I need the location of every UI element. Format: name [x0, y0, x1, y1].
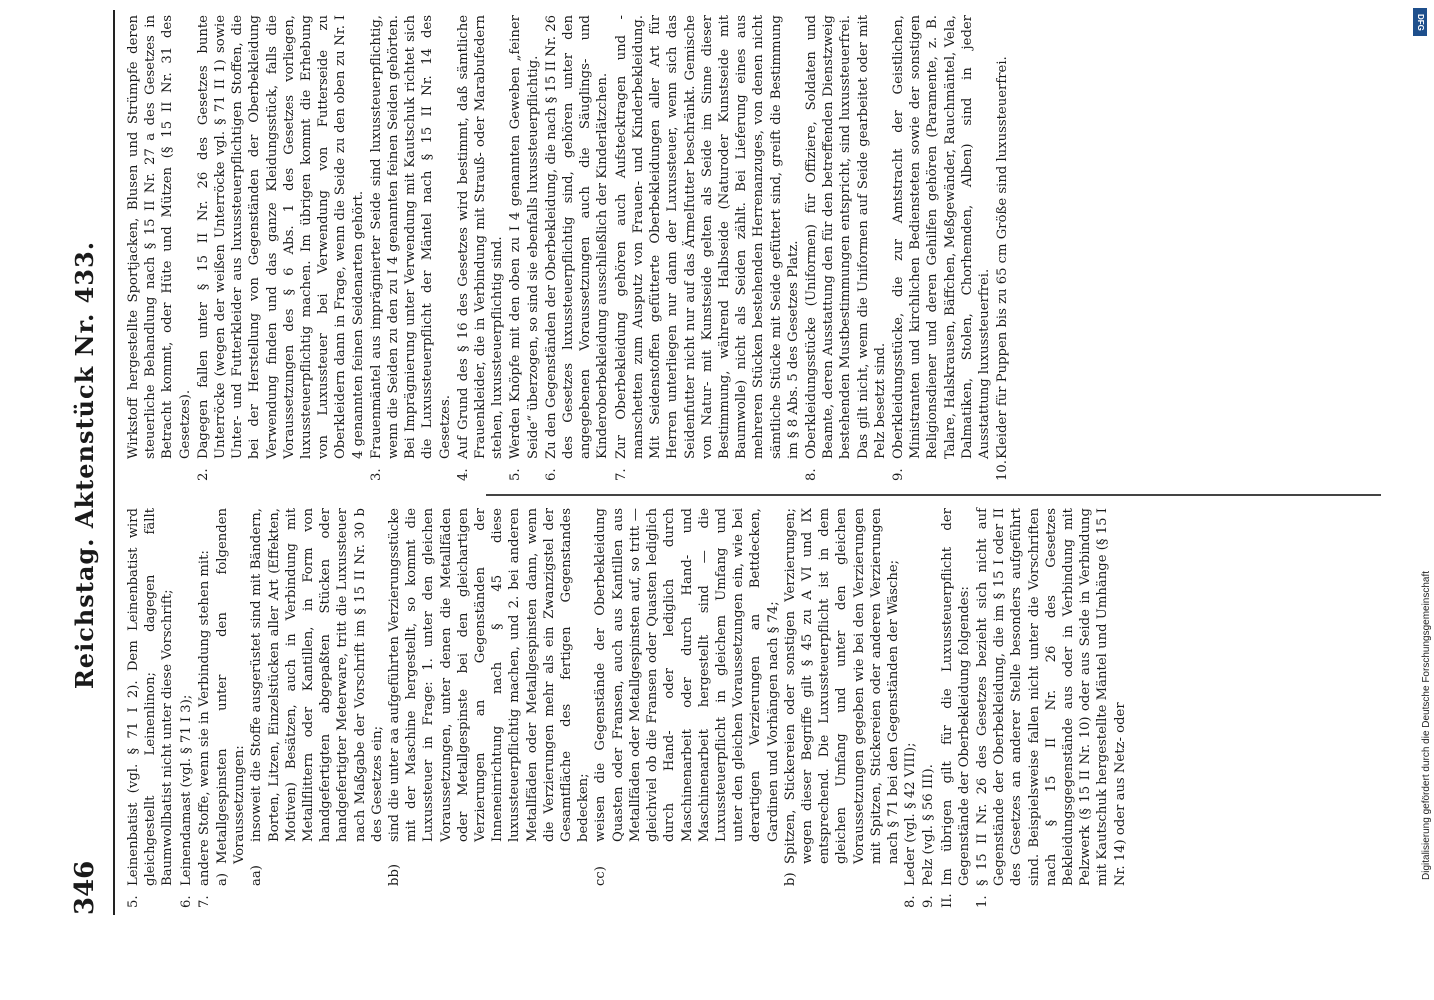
paragraph-text: Leinenbatist (vgl. § 71 I 2). Dem Leinenbatist wird gleichgestellt Leinenlinon; dagegen fällt Baumwollbatist nicht unter diese Vorschrift;: [126, 508, 176, 886]
paragraph: [803, 15, 889, 481]
paragraph: [920, 508, 937, 908]
paragraph: [613, 15, 802, 481]
page-number: 346: [70, 860, 100, 915]
paragraph: [543, 15, 612, 481]
paragraph-number: 2.: [195, 468, 211, 481]
paragraph-number: 6.: [178, 895, 194, 908]
paragraph: [386, 508, 592, 908]
paragraph-text: Spitzen, Stickereien oder sonstigen Verzierungen; wegen dieser Begriffe gilt § 45 zu A VI und IX entsprechend. Die Luxussteuerpflicht ist in dem gleichen Umfang und unter den gleichen Voraussetzungen gegeben wie bei den Verzierungen mit Spitzen, Stickereien oder anderen Verzierungen nach § 71 bei den Gegenständen der Wäsche;: [782, 508, 901, 864]
paragraph-number: 9.: [890, 468, 906, 481]
paragraph-text: Leinendamast (vgl. § 71 I 3);: [178, 694, 194, 886]
paragraph-text: Metallgespinsten unter den folgenden Voraussetzungen:: [215, 508, 248, 864]
paragraph-number: a): [215, 872, 231, 886]
right-column: [125, 15, 1012, 481]
column-divider: [486, 494, 1381, 496]
paragraph-text: § 15 II Nr. 26 des Gesetzes bezieht sich nicht auf Gegenstände der Oberbekleidung, die im § 15 I oder II des Gesetzes an anderer Stelle besonders aufgeführt sind. Beispielsweise fallen nicht unter die Vorschriften nach § 15 II Nr. 26 des Gesetzes Bekleidungsgegenstände aus oder in Verbindung mit Pelzwerk (§ 15 II Nr. 10) oder aus Seide in Verbindung mit Kautschuk hergestellte Mäntel und Umhänge (§ 15 I Nr. 14) oder aus Netz- oder: [974, 508, 1128, 886]
paragraph: [455, 15, 507, 481]
paragraph: [214, 508, 248, 908]
paragraph-text: Im übrigen gilt für die Luxussteuerpflicht der Gegenstände der Oberbekleidung folgendes:: [939, 508, 972, 886]
paragraph-text: Kleider für Puppen bis zu 65 cm Größe sind luxussteuerfrei.: [995, 56, 1011, 459]
paragraph: [890, 15, 993, 481]
credit-text: Digitalisierung gefördert durch die Deutsche Forschungsgemeinschaft: [1421, 570, 1432, 880]
paragraph-number: bb): [387, 863, 403, 886]
paragraph-number: 1.: [974, 895, 990, 908]
paragraph-text: andere Stoffe, wenn sie in Verbindung stehen mit:: [196, 550, 212, 886]
paragraph: [125, 508, 177, 908]
paragraph-text: insoweit die Stoffe ausgerüstet sind mit Bändern, Borten, Litzen, Einzelstücken aller Art (Effekten, Motiven) Besätzen, auch in Verbindung mit Metallflittern oder Kantillen, in Form von handgefertigten abgepaßten Stücken oder handgefertigter Meterware, tritt die Luxussteuer nach Maßgabe der Vorschrift im § 15 II Nr. 30 b des Gesetzes ein;: [249, 508, 385, 842]
paragraph: [125, 15, 194, 481]
paragraph-number: 8.: [903, 895, 919, 908]
paragraph: [368, 15, 454, 481]
paragraph: [507, 15, 541, 481]
paragraph-number: 5.: [126, 895, 141, 908]
paragraph-number: 7.: [613, 468, 629, 481]
paragraph-number: 4.: [455, 468, 471, 481]
paragraph-text: Zu den Gegenständen der Oberbekleidung, die nach § 15 II Nr. 26 des Gesetzes luxussteuerpflichtig sind, gehören unter den angegebenen Voraussetzungen auch die Säuglings- und Kinderoberbekleidung ausschließlich der Kinderlätzchen.: [543, 15, 611, 459]
paragraph-text: sind die unter aa aufgeführten Verzierungsstücke mit der Maschine hergestellt, so kommt die Luxussteuer in Frage: 1. unter den gleichen Voraussetzungen, unter denen die Metallfäden oder Metallgespinste bei den gleichartigen Verzierungen an Gegenständen der Inneneinrichtung nach § 45 diese luxussteuerpflichtig machen, und 2. bei anderen Metallfäden oder Metallgespinsten dann, wenn die Verzierungen mehr als ein Zwanzigstel der Gesamtfläche des fertigen Gegenstandes bedecken;: [387, 508, 592, 842]
paragraph-text: Pelz (vgl. § 56 III).: [921, 764, 937, 886]
page-header: [70, 15, 110, 915]
left-column: [125, 508, 1130, 908]
paragraph-number: aa): [249, 865, 265, 886]
header-rule: [113, 10, 115, 915]
paragraph-number: 7.: [196, 895, 212, 908]
paragraph-number: b): [782, 872, 798, 886]
paragraph-text: Oberkleidungsstücke (Uniformen) für Offiziere, Soldaten und Beamte, deren Ausstattung den für den betreffenden Dienstzweig bestehenden Mustbestimmungen entspricht, sind luxussteuerfrei. Das gilt nicht, wenn die Uniformen auf Seide gearbeitet oder mit Pelz besetzt sind.: [803, 15, 888, 459]
paragraph-text: Wirkstoff hergestellte Sportjacken, Blusen und Strümpfe deren steuerliche Behandlung nach § 15 II Nr. 27 a des Gesetzes in Betracht kommt, oder Hüte und Mützen (§ 15 II Nr. 31 des Gesetzes).: [126, 15, 193, 459]
page-title: Reichstag. Aktenstück Nr. 433.: [70, 240, 99, 690]
paragraph: [782, 508, 902, 908]
sidebar-credit: [1408, 0, 1434, 1000]
paragraph: [248, 508, 386, 908]
paragraph: [178, 508, 195, 908]
paragraph-text: Frauenmäntel aus imprägnierter Seide sind luxussteuerpflichtig, wenn die Seiden zu den zu I 4 genannten feinen Seiden gehörten. Bei Imprägnierung unter Verwendung mit Kautschuk richtet sich die Luxussteuerpflicht der Mäntel nach § 15 II Nr. 14 des Gesetzes.: [368, 15, 453, 459]
paragraph-text: weisen die Gegenstände der Oberbekleidung Quasten oder Fransen, auch aus Kantillen aus Metallfäden oder Metallgespinsten auf, so tritt — gleichviel ob die Fransen oder Quasten lediglich durch Hand- oder lediglich durch Maschinenarbeit oder durch Hand- und Maschinenarbeit hergestellt sind — die Luxussteuerpflicht in gleichem Umfang und unter den gleichen Voraussetzungen ein, wie bei derartigen Verzierungen an Bettdecken, Gardinen und Vorhängen nach § 74;: [593, 508, 781, 842]
paragraph-text: Werden Knöpfe mit den oben zu I 4 genannten Geweben „feiner Seide“ überzogen, so sind sie ebenfalls luxussteuerpflichtig.: [508, 15, 541, 459]
paragraph-text: Zur Oberbekleidung gehören auch Aufstecktragen und -manschetten zum Ausputz von Frauen- und Kinderbekleidung. Mit Seidenstoffen gefütterte Oberbekleidungen aller Art für Herren unterliegen nur dann der Luxussteuer, wenn sich das Seidenfutter nicht nur auf das Ärmelfutter beschränkt. Gemische von Natur- mit Kunstseide gelten als Seide im Sinne dieser Bestimmung, während Halbseide (Naturoder Kunstseide mit Baumwolle) nicht als Seiden zählt. Bei Lieferung eines aus mehreren Stücken bestehenden Herrenanzuges, von denen nicht sämtliche Stücke mit Seide gefüttert sind, greift die Bestimmung im § 8 Abs. 5 des Gesetzes Platz.: [613, 15, 801, 459]
paragraph-number: 10.: [995, 460, 1011, 481]
paragraph: [195, 15, 367, 481]
paragraph: [994, 15, 1011, 481]
paragraph-text: Oberkleidungsstücke, die zur Amtstracht der Geistlichen, Ministranten und kirchlichen Bediensteten sowie der sonstigen Religionsdiener und deren Gehilfen gehören (Paramente, z. B. Talare, Halskrausen, Bäffchen, Meßgewänder, Rauchmäntel, Vela, Dalmatiken, Stolen, Chorhemden, Alben) sind in jeder Ausstattung luxussteuerfrei.: [890, 15, 992, 459]
paragraph-number: 3.: [368, 468, 384, 481]
paragraph-number: 8.: [803, 468, 819, 481]
paragraph: [902, 508, 919, 908]
paragraph: [592, 508, 781, 908]
paragraph-number: 5.: [508, 468, 524, 481]
paragraph: [974, 508, 1129, 908]
paragraph-text: Leder (vgl. § 42 VIII);: [903, 742, 919, 886]
paragraph-text: Auf Grund des § 16 des Gesetzes wird bestimmt, daß sämtliche Frauenkleider, die in Verbindung mit Strauß- oder Marabufedern stehen, luxussteuerpflichtig sind.: [455, 15, 506, 459]
paragraph-number: II.: [939, 893, 955, 908]
paragraph: [196, 508, 213, 908]
paragraph-text: Dagegen fallen unter § 15 II Nr. 26 des Gesetzes bunte Unterröcke (wegen der weißen Unterröcke vgl. § 71 II 1) sowie Unter- und Futterkleider aus luxussteuerpflichtigen Stoffen, die bei der Herstellung von Gegenständen der Oberbekleidung Verwendung finden und das ganze Kleidungsstück, falls die Voraussetzungen des § 6 Abs. 1 des Gesetzes vorliegen, luxussteuerpflichtig machen. Im übrigen kommt die Erhebung von Luxussteuer bei Verwendung von Futterseide zu Oberkleidern dann in Frage, wenn die Seide zu den oben zu Nr. I 4 genannten feinen Seidenarten gehört.: [195, 15, 366, 459]
paragraph-number: 6.: [543, 468, 559, 481]
paragraph: [939, 508, 973, 908]
dfg-logo: DFG: [1413, 8, 1427, 36]
paragraph-number: 9.: [921, 895, 937, 908]
paragraph-number: cc): [593, 866, 609, 886]
